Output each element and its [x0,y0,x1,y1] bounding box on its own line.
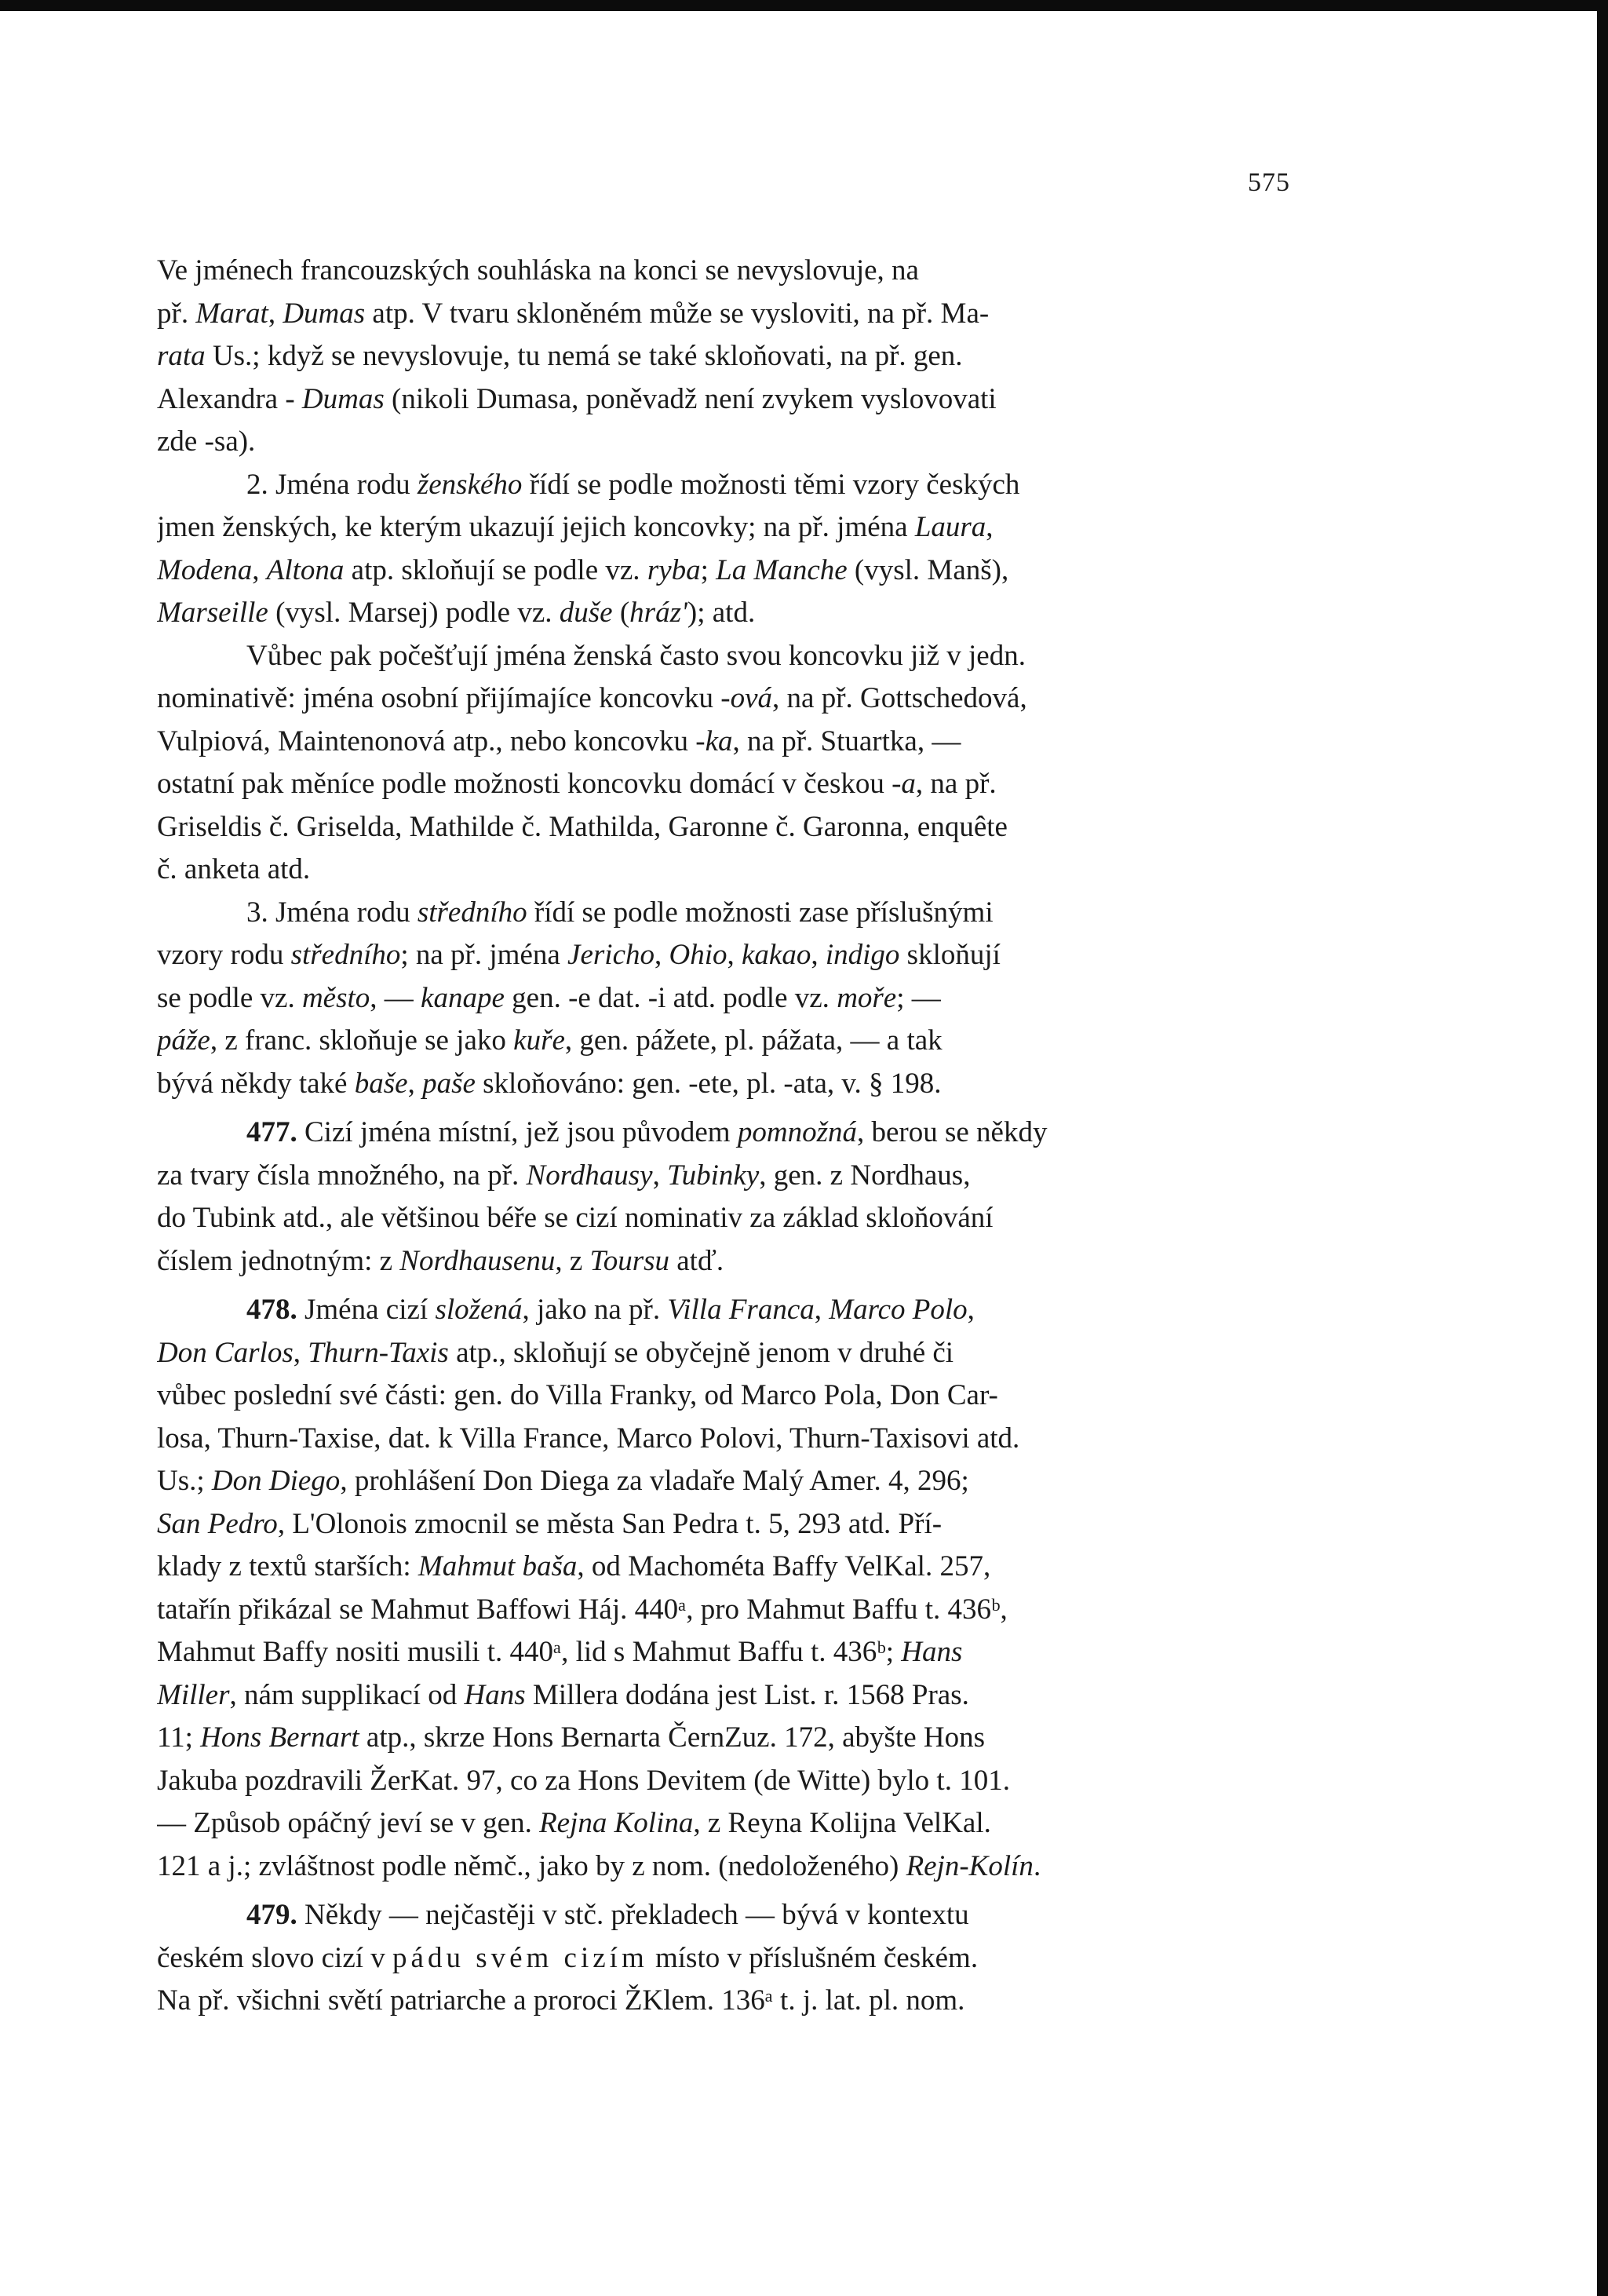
text-line: páže, z franc. skloňuje se jako kuře, gen. pážete, pl. pážata, — a tak [157,1024,943,1057]
text-line: 2. Jména rodu ženského řídí se podle možnosti těmi vzory českých [246,468,1020,501]
text-line: Jakuba pozdravili ŽerKat. 97, co za Hons Devitem (de Witte) bylo t. 101. [157,1764,1010,1797]
text-line: 479. Někdy — nejčastěji v stč. překladech — bývá v kontextu [246,1899,969,1931]
text-line: Marseille (vysl. Marsej) podle vz. duše (hráz'); atd. [157,597,756,629]
text-line: Alexandra - Dumas (nikoli Dumasa, poněvadž není zvykem vyslovovati [157,382,997,415]
text-line: — Způsob opáčný jeví se v gen. Rejna Kolina, z Reyna Kolijna VelKal. [157,1807,991,1839]
body-text [157,250,1290,2023]
text-line: jmen ženských, ke kterým ukazují jejich koncovky; na př. jména Laura, [157,511,994,543]
text-line: losa, Thurn-Taxise, dat. k Villa France, Marco Polovi, Thurn-Taxisovi atd. [157,1422,1020,1455]
text-line: Griseldis č. Griselda, Mathilde č. Mathilda, Garonne č. Garonna, enquête [157,810,1008,843]
text-line: Don Carlos, Thurn-Taxis atp., skloňují se obyčejně jenom v druhé či [157,1336,954,1369]
text-line: Ve jménech francouzských souhláska na konci se nevyslovuje, na [157,254,919,287]
text-line: vůbec poslední své části: gen. do Villa Franky, od Marco Pola, Don Car- [157,1379,998,1411]
text-line: San Pedro, L'Olonois zmocnil se města San Pedra t. 5, 293 atd. Pří- [157,1507,943,1540]
text-line: 477. Cizí jména místní, jež jsou původem pomnožná, berou se někdy [246,1116,1048,1148]
text-line: č. anketa atd. [157,853,311,885]
text-line: klady z textů starších: Mahmut baša, od Machométa Baffy VelKal. 257, [157,1550,991,1582]
text-line: číslem jednotným: z Nordhausenu, z Toursu atď. [157,1244,724,1277]
text-line: př. Marat, Dumas atp. V tvaru skloněném může se vysloviti, na př. Ma- [157,297,990,330]
text-line: 478. Jména cizí složená, jako na př. Villa Franca, Marco Polo, [246,1294,975,1326]
text-line: Us.; Don Diego, prohlášení Don Diega za vladaře Malý Amer. 4, 296; [157,1465,969,1497]
text-line: Mahmut Baffy nositi musili t. 440ᵃ, lid s Mahmut Baffu t. 436ᵇ; Hans [157,1636,963,1668]
text-line: zde -sa). [157,425,256,458]
text-line: Miller, nám supplikací od Hans Millera dodána jest List. r. 1568 Pras. [157,1678,969,1711]
text-line: do Tubink atd., ale většinou béře se cizí nominativ za základ skloňování [157,1202,994,1234]
text-line: 11; Hons Bernart atp., skrze Hons Bernarta ČernZuz. 172, abyšte Hons [157,1721,985,1754]
page-number: 575 [1248,168,1290,197]
text-line: Vulpiová, Maintenonová atp., nebo koncovku -ka, na př. Stuartka, — [157,725,961,757]
text-line: českém slovo cizí v pádu svém cizím místo v příslušném českém. [157,1941,979,1974]
text-line: tatařín přikázal se Mahmut Baffowi Háj. 440ᵃ, pro Mahmut Baffu t. 436ᵇ, [157,1593,1008,1626]
text-line: ostatní pak měníce podle možnosti koncovku domácí v českou -a, na př. [157,768,997,800]
text-line: nominativě: jména osobní přijímajíce koncovku -ová, na př. Gottschedová, [157,682,1027,714]
text-line: vzory rodu středního; na př. jména Jericho, Ohio, kakao, indigo skloňují [157,939,1001,971]
scan-border-top [0,0,1608,11]
text-line: bývá někdy také baše, paše skloňováno: gen. -ete, pl. -ata, v. § 198. [157,1067,942,1100]
text-line: za tvary čísla množného, na př. Nordhausy, Tubinky, gen. z Nordhaus, [157,1159,971,1192]
scan-border-right [1597,0,1608,2296]
text-line: Na př. všichni světí patriarche a proroci ŽKlem. 136ᵃ t. j. lat. pl. nom. [157,1984,965,2017]
text-line: rata Us.; když se nevyslovuje, tu nemá se také skloňovati, na př. gen. [157,340,963,372]
text-line: se podle vz. město, — kanape gen. -e dat. -i atd. podle vz. moře; — [157,981,941,1014]
text-line: Modena, Altona atp. skloňují se podle vz. ryba; La Manche (vysl. Manš), [157,553,1009,586]
text-line: 3. Jména rodu středního řídí se podle možnosti zase příslušnými [246,896,994,929]
text-line: 121 a j.; zvláštnost podle němč., jako by z nom. (nedoloženého) Rejn-Kolín. [157,1849,1041,1882]
text-line: Vůbec pak počešťují jména ženská často svou koncovku již v jedn. [246,639,1026,672]
